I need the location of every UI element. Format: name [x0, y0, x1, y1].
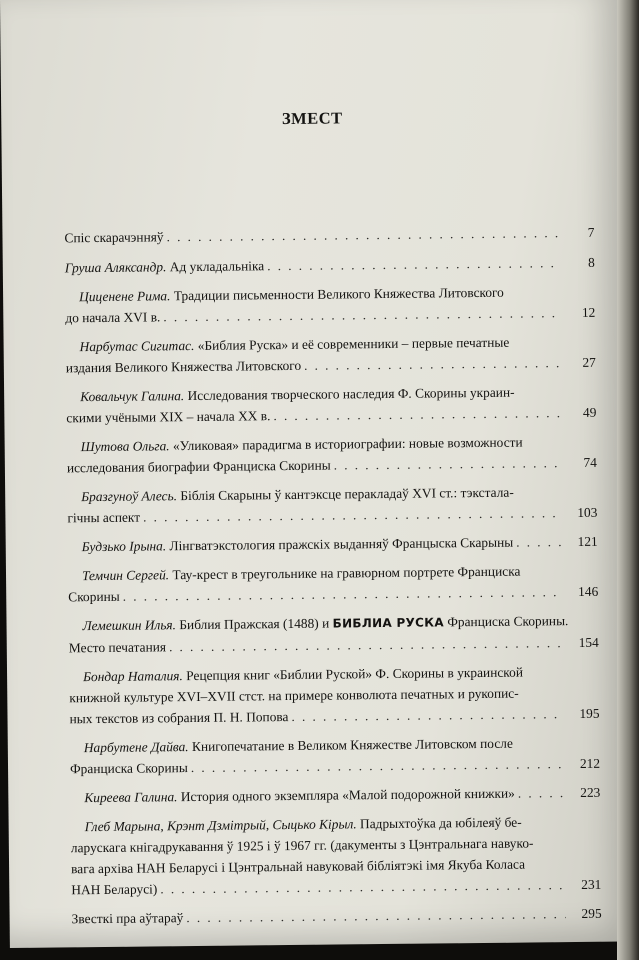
entry-author: Киреева Галина. — [84, 789, 178, 806]
entry-title: «Библия Руска» и её современники – первые печатные — [194, 334, 510, 353]
entry-title: Падрыхтоўка да юбілеяў бе- — [356, 814, 522, 832]
toc-entry[interactable] — [65, 252, 595, 279]
toc-entry[interactable] — [68, 610, 598, 659]
dot-leader — [516, 531, 562, 552]
dot-leader — [191, 753, 564, 778]
entry-title: Рецепция книг «Библии Руской» Ф. Скорины в украинской — [182, 664, 524, 684]
dot-leader — [160, 874, 565, 899]
entry-title: Библия Пражская (1488) и — [175, 615, 333, 633]
page-number: 154 — [578, 634, 599, 650]
toc-entry[interactable] — [68, 531, 598, 558]
entry-title-cont: вага архіва НАН Беларусі і Цэнтральнай навуковай бібліятэкі імя Якуба Коласа — [71, 856, 526, 877]
dot-leader — [291, 703, 563, 727]
entry-title: Лінгватэкстология пражскіх выданняў Францыска Скарыны — [166, 534, 514, 554]
entry-author: Бразгуноў Алесь. — [81, 488, 178, 505]
slavonic-title: БИБЛИА РУСКА — [332, 615, 445, 631]
entry-title: Ад укладальніка — [166, 258, 265, 275]
page-title: ЗМЕСТ — [281, 108, 343, 129]
entry-title: Книгопечатание в Великом Княжестве Литовском после — [188, 735, 513, 755]
entry-author: Будзько Ірына. — [81, 538, 167, 555]
entry-title-cont: Франциска Скорины — [69, 760, 188, 777]
entry-title-cont: НАН Беларусі) — [71, 881, 158, 898]
dot-leader — [123, 581, 563, 607]
page-number: 7 — [587, 224, 595, 240]
dot-leader — [267, 252, 559, 276]
entry-title: Исследования творческого наследия Ф. Скорины украин- — [184, 384, 515, 404]
entry-title-cont: ных текстов из собрания П. Н. Попова — [69, 709, 289, 727]
entry-title: Традиции письменности Великого Княжества Литовского — [170, 284, 504, 304]
entry-author: Лемешкин Илья. — [82, 617, 177, 634]
entry-title: Звесткі пра аўтараў — [71, 910, 184, 927]
entry-author: Нарбутас Сигитас. — [79, 337, 195, 355]
entry-title: Біблія Скарыны ў кантэксце перакладаў XVI ст.: тэкстала- — [176, 484, 514, 504]
toc-entry[interactable] — [70, 782, 600, 809]
entry-author: Груша Аляксандр. — [64, 259, 167, 276]
entry-author: Бондар Наталия. — [83, 668, 183, 685]
entry-title-cont: до начала XVI в. — [65, 309, 161, 326]
page-number: 12 — [581, 304, 596, 320]
entry-title-cont: Скорины — [68, 588, 120, 605]
dot-leader — [166, 222, 558, 247]
entry-title: История одного экземпляра «Малой подорожной книжки» — [177, 785, 515, 805]
toc-entry[interactable] — [70, 732, 600, 780]
page-number: 103 — [577, 504, 598, 520]
page-number: 212 — [579, 755, 601, 771]
entry-author: Нарбутене Дайва. — [83, 739, 189, 756]
toc-entry[interactable] — [67, 431, 597, 479]
toc-entry[interactable] — [64, 222, 594, 249]
entry-title-cont: скими учёными XIX – начала XX в. — [66, 408, 271, 426]
dot-leader — [169, 632, 563, 657]
page-number: 231 — [581, 876, 602, 892]
page-number: 8 — [587, 254, 595, 270]
dot-leader — [186, 903, 566, 928]
entry-title-cont: издания Великого Княжества Литовского — [65, 357, 302, 376]
book-spine-shadow — [617, 0, 639, 960]
page-number: 146 — [578, 583, 599, 599]
entry-title: «Уликовая» парадигма в историографии: новые возможности — [169, 434, 523, 454]
page-number: 27 — [582, 354, 596, 370]
entry-title-cont: Место печатания — [68, 639, 167, 656]
toc-entry[interactable] — [69, 661, 600, 730]
entry-author: Ковальчук Галина. — [80, 388, 185, 405]
toc-entry[interactable] — [65, 281, 595, 329]
entry-title-cont: гічны аспект — [67, 509, 141, 526]
page-number: 195 — [579, 705, 600, 721]
page-number: 121 — [577, 533, 598, 549]
entry-title-post: Франциска Скорины. — [443, 613, 569, 630]
entry-author: Циценене Рима. — [79, 288, 171, 305]
dot-leader — [518, 782, 565, 803]
entry-title-cont: ларускага кнігадрукавання ў 1925 і ў 1967 гг. (дакументы з Цэнтральнага навуко- — [70, 835, 534, 856]
entry-title: Спіс скарачэнняў — [64, 229, 164, 246]
page-number: 74 — [583, 454, 597, 470]
dot-leader — [143, 502, 562, 527]
toc-entry[interactable] — [66, 331, 596, 379]
page-number: 49 — [582, 404, 597, 420]
entry-title: Тау-крест в треугольнике на гравюрном портрете Франциска — [169, 563, 521, 583]
page-number: 223 — [580, 784, 601, 800]
dot-leader — [273, 402, 560, 426]
entry-author: Темчин Сергей. — [81, 567, 170, 584]
toc-entry[interactable] — [72, 903, 602, 930]
dot-leader — [304, 352, 560, 376]
page-number: 295 — [581, 905, 602, 921]
dot-leader — [163, 302, 559, 327]
entry-title-cont: книжной культуре XVI–XVII стст. на примере конволюта печатных и рукопис- — [69, 685, 519, 706]
entry-title-cont: исследования биографии Франциска Скорины — [66, 457, 331, 476]
toc-entry[interactable] — [66, 381, 596, 429]
dot-leader — [334, 452, 561, 475]
entry-author: Шутова Ольга. — [80, 438, 170, 455]
table-of-contents — [64, 222, 601, 938]
entry-author: Глеб Марына, Крэнт Дзмітрый, Сыцько Кірыл. — [84, 816, 357, 835]
toc-entry[interactable] — [71, 811, 602, 901]
toc-entry[interactable] — [67, 481, 597, 529]
toc-entry[interactable] — [68, 560, 598, 608]
